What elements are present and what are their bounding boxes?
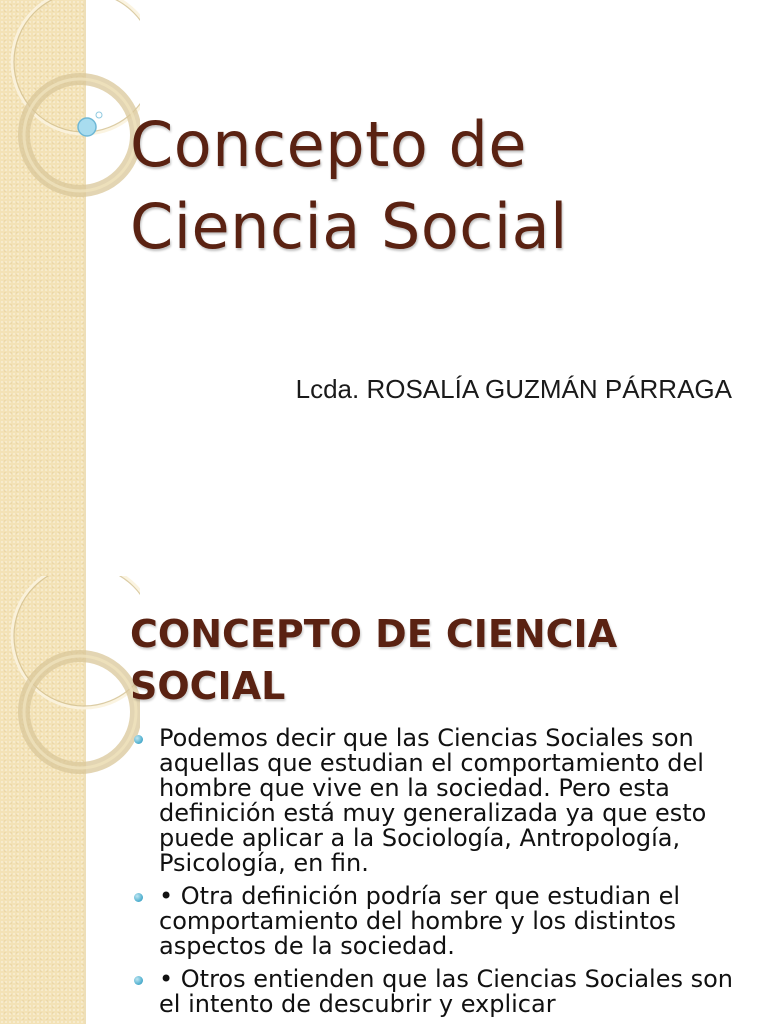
decorative-rings (0, 576, 140, 1024)
bullet-item (134, 726, 754, 876)
bullet-text: • Otros entienden que las Ciencias Sociales son el intento de descubrir y explicar (159, 965, 734, 1018)
bullet-list (134, 726, 754, 1024)
bullet-item (134, 884, 754, 959)
content-slide (0, 576, 768, 1024)
bullet-dot-icon (134, 976, 143, 985)
slide-title-line-1: Concepto de (130, 108, 528, 181)
slide-title (130, 104, 750, 268)
section-heading (130, 608, 750, 712)
bullet-dot-icon (134, 893, 143, 902)
bullet-dot-icon (134, 735, 143, 744)
section-heading-line-1: CONCEPTO DE CIENCIA (130, 612, 618, 656)
section-heading-line-2: SOCIAL (130, 664, 286, 708)
bullet-text: • Otra definición podría ser que estudian el comportamiento del hombre y los distintos aspectos de la sociedad. (159, 882, 681, 960)
slide-title-line-2: Ciencia Social (130, 190, 568, 263)
bullet-text: Podemos decir que las Ciencias Sociales son aquellas que estudian el comportamiento del hombre que vive en la sociedad. Pero esta definición está muy generalizada ya que esto puede aplicar a la Sociología, Antropología, Psicología, en fin. (159, 724, 707, 877)
blue-dot-icon (78, 118, 96, 136)
decorative-rings (0, 0, 140, 576)
bullet-item (134, 967, 754, 1017)
author-subtitle: Lcda. ROSALÍA GUZMÁN PÁRRAGA (295, 374, 732, 404)
